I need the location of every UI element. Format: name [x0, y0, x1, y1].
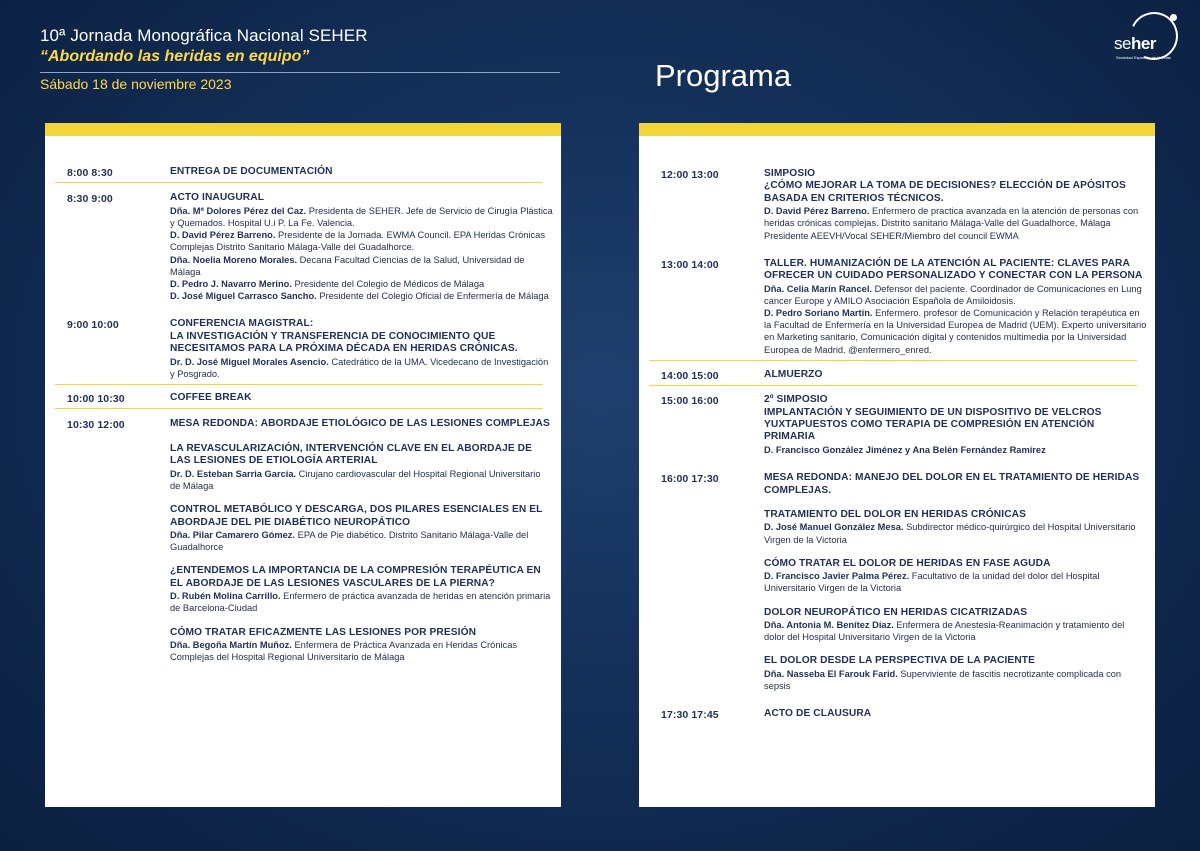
logo-tagline: Sociedad Española de Heridas	[1116, 55, 1171, 60]
row-title: ACTO DE CLAUSURA	[764, 708, 872, 720]
speaker: D. Pedro J. Navarro Merino. Presidente del Colegio de Médicos de Málaga	[170, 279, 485, 290]
program-row	[639, 164, 1155, 242]
row-time: 17:30 17:45	[661, 709, 719, 722]
speaker: Dña. Antonia M. Benítez Díaz. Enfermera de Anestesia-Reanimación y tratamiento del dolor del Hospital Universitario Virgen de la Victoria	[764, 619, 1125, 643]
talk-title: CONTROL METABÓLICO Y DESCARGA, DOS PILARES ESENCIALES EN EL ABORDAJE DEL PIE DIABÉTICO NEUROPÁTICO	[170, 504, 543, 528]
logo-wordmark: seher	[1114, 34, 1156, 53]
row-title: ENTREGA DE DOCUMENTACIÓN	[170, 166, 333, 177]
row-subtitle: ¿CÓMO MEJORAR LA TOMA DE DECISIONES? ELECCIÓN DE APÓSITOS BASADA EN CRITERIOS TÉCNICOS.	[764, 180, 1126, 204]
logo-dot-icon	[1170, 14, 1177, 21]
talk-item	[764, 558, 1147, 595]
speaker: D. Pedro Soriano Martín. Enfermero. profesor de Comunicación y Relación terapéutica en la Facultad de Enfermería en la Universidad Europea de Madrid (UEM). Experto universitario en Marketing sanitario, Comunicación digital y contenidos multimedia por la Universidad Europea de Madrid. @enfermero_enred.	[764, 308, 1147, 355]
talk-title: TRATAMIENTO DEL DOLOR EN HERIDAS CRÓNICAS	[764, 508, 1026, 520]
row-time: 16:00 17:30	[661, 473, 719, 486]
speaker: D. David Pérez Barreno. Presidente de la Jornada. EWMA Council. EPA Heridas Crónicas Complejas Distrito Sanitario Málaga-Valle del Guadalhorce.	[170, 230, 545, 253]
speaker: Dña. Begoña Martín Muñoz. Enfermera de Práctica Avanzada en Heridas Crónicas Complejas del Hospital Regional Universitario de Málaga	[170, 639, 518, 663]
event-header	[40, 26, 368, 92]
row-title: MESA REDONDA: ABORDAJE ETIOLÓGICO DE LAS LESIONES COMPLEJAS	[170, 418, 550, 430]
talk-item	[170, 627, 553, 664]
speaker: D. Francisco González Jiménez y Ana Belén Fernández Ramírez	[764, 444, 1046, 455]
speaker: Dña. Nasseba El Farouk Farid. Superviviente de fascitis necrotizante complicada con sepsis	[764, 668, 1122, 691]
row-time: 10:00 10:30	[67, 393, 125, 406]
program-row	[45, 385, 561, 404]
row-time: 8:00 8:30	[67, 167, 113, 179]
program-row	[639, 704, 1155, 720]
row-time: 9:00 10:00	[67, 319, 119, 332]
talk-item	[764, 655, 1147, 692]
program-row	[45, 162, 561, 178]
row-title: MESA REDONDA: MANEJO DEL DOLOR EN EL TRATAMIENTO DE HERIDAS COMPLEJAS.	[764, 472, 1140, 496]
programa-heading: Programa	[655, 58, 792, 93]
program-panel-right	[639, 123, 1155, 807]
speaker: Dña. Noelia Moreno Morales. Decana Facultad Ciencias de la Salud, Universidad de Málaga	[170, 254, 525, 277]
talk-title: EL DOLOR DESDE LA PERSPECTIVA DE LA PACIENTE	[764, 655, 1035, 667]
talk-title: ¿ENTENDEMOS LA IMPORTANCIA DE LA COMPRESIÓN TERAPÉUTICA EN EL ABORDAJE DE LAS LESIONES VASCULARES DE LA PIERNA?	[170, 565, 541, 589]
program-row	[639, 254, 1155, 356]
row-time: 14:00 15:00	[661, 369, 719, 382]
talk-title: LA REVASCULARIZACIÓN, INTERVENCIÓN CLAVE EN EL ABORDAJE DE LAS LESIONES DE ETIOLOGÍA ARTERIAL	[170, 442, 533, 467]
event-title: 10ª Jornada Monográfica Nacional SEHER	[40, 26, 368, 45]
row-subtitle: LA INVESTIGACIÓN Y TRANSFERENCIA DE CONOCIMIENTO QUE NECESITAMOS PARA LA PRÓXIMA DÉCADA EN HERIDAS CRÓNICAS.	[170, 330, 518, 355]
header-rule	[40, 72, 560, 73]
speaker: Dr. D. Esteban Sarria García. Cirujano cardiovascular del Hospital Regional Universitario de Málaga	[170, 468, 541, 491]
program-row	[639, 386, 1155, 456]
talk-title: CÓMO TRATAR EFICAZMENTE LAS LESIONES POR PRESIÓN	[170, 626, 477, 638]
speaker: D. Rubén Molina Carrillo. Enfermero de práctica avanzada de heridas en atención primaria de Barcelona-Ciudad	[170, 591, 551, 614]
row-subtitle: IMPLANTACIÓN Y SEGUIMIENTO DE UN DISPOSITIVO DE VELCROS YUXTAPUESTOS COMO TERAPIA DE COMPRESIÓN EN ATENCIÓN PRIMARIA	[764, 406, 1102, 443]
program-row	[45, 409, 561, 663]
speaker: Dña. Mª Dolores Pérez del Caz. Presidenta de SEHER. Jefe de Servicio de Cirugía Plástica y Quemados. Hospital U.i P. La Fe. Valencia.	[170, 205, 553, 229]
speaker: Dña. Pilar Camarero Gómez. EPA de Pie diabético. Distrito Sanitario Málaga-Valle del Guadalhorce	[170, 529, 529, 553]
speaker: D. José Miguel Carrasco Sancho. Presidente del Colegio Oficial de Enfermería de Málaga	[170, 291, 549, 302]
talk-item	[764, 607, 1147, 644]
row-title: ACTO INAUGURAL	[170, 192, 265, 204]
talk-item	[170, 504, 553, 553]
talk-item	[170, 565, 553, 614]
row-time: 12:00 13:00	[661, 169, 719, 181]
talk-title: CÓMO TRATAR EL DOLOR DE HERIDAS EN FASE AGUDA	[764, 557, 1051, 569]
event-slogan: “Abordando las heridas en equipo”	[40, 48, 310, 65]
speaker: D. Francisco Javier Palma Pérez. Facultativo de la unidad del dolor del Hospital Universitario Virgen de la Victoria	[764, 571, 1100, 594]
row-title: SIMPOSIO	[764, 168, 816, 179]
seher-logo	[1112, 10, 1180, 70]
row-time: 10:30 12:00	[67, 419, 125, 432]
speaker: D. David Pérez Barreno. Enfermero de practica avanzada en la atención de personas con heridas crónicas complejas. Distrito sanitario Málaga-Valle del Guadalhorce, Málaga	[764, 206, 1139, 229]
program-row	[45, 314, 561, 380]
row-title: CONFERENCIA MAGISTRAL:	[170, 318, 314, 330]
program-row	[639, 361, 1155, 381]
talk-item	[170, 443, 553, 492]
talk-item	[764, 509, 1147, 546]
row-title: TALLER. HUMANIZACIÓN DE LA ATENCIÓN AL PACIENTE: CLAVES PARA OFRECER UN CUIDADO PERSONALIZADO Y CONECTAR CON LA PERSONA	[764, 257, 1143, 282]
row-title: 2º SIMPOSIO	[764, 394, 828, 406]
speaker: D. José Manuel González Mesa. Subdirector médico-quirúrgico del Hospital Universitario Virgen de la Victoria	[764, 522, 1136, 545]
row-time: 13:00 14:00	[661, 258, 719, 271]
talk-title: DOLOR NEUROPÁTICO EN HERIDAS CICATRIZADAS	[764, 606, 1028, 618]
row-time: 15:00 16:00	[661, 395, 719, 408]
program-panel-left	[45, 123, 561, 807]
row-title: COFFEE BREAK	[170, 392, 252, 404]
program-row	[639, 468, 1155, 692]
speaker: Dr. D. José Miguel Morales Asencio. Catedrático de la UMA. Vicedecano de Investigación y Posgrado.	[170, 356, 549, 379]
row-title: ALMUERZO	[764, 368, 823, 380]
speaker: Dña. Celia Marín Rancel. Defensor del paciente. Coordinador de Comunicaciones en Lung cancer Europe y AMILO Asociación Española de Amiloidosis.	[764, 283, 1142, 306]
speaker-note: Presidente AEEVH/Vocal SEHER/Miembro del council EWMA	[764, 230, 1019, 241]
event-date: Sábado 18 de noviembre 2023	[40, 76, 232, 92]
program-row	[45, 183, 561, 302]
row-time: 8:30 9:00	[67, 193, 113, 206]
